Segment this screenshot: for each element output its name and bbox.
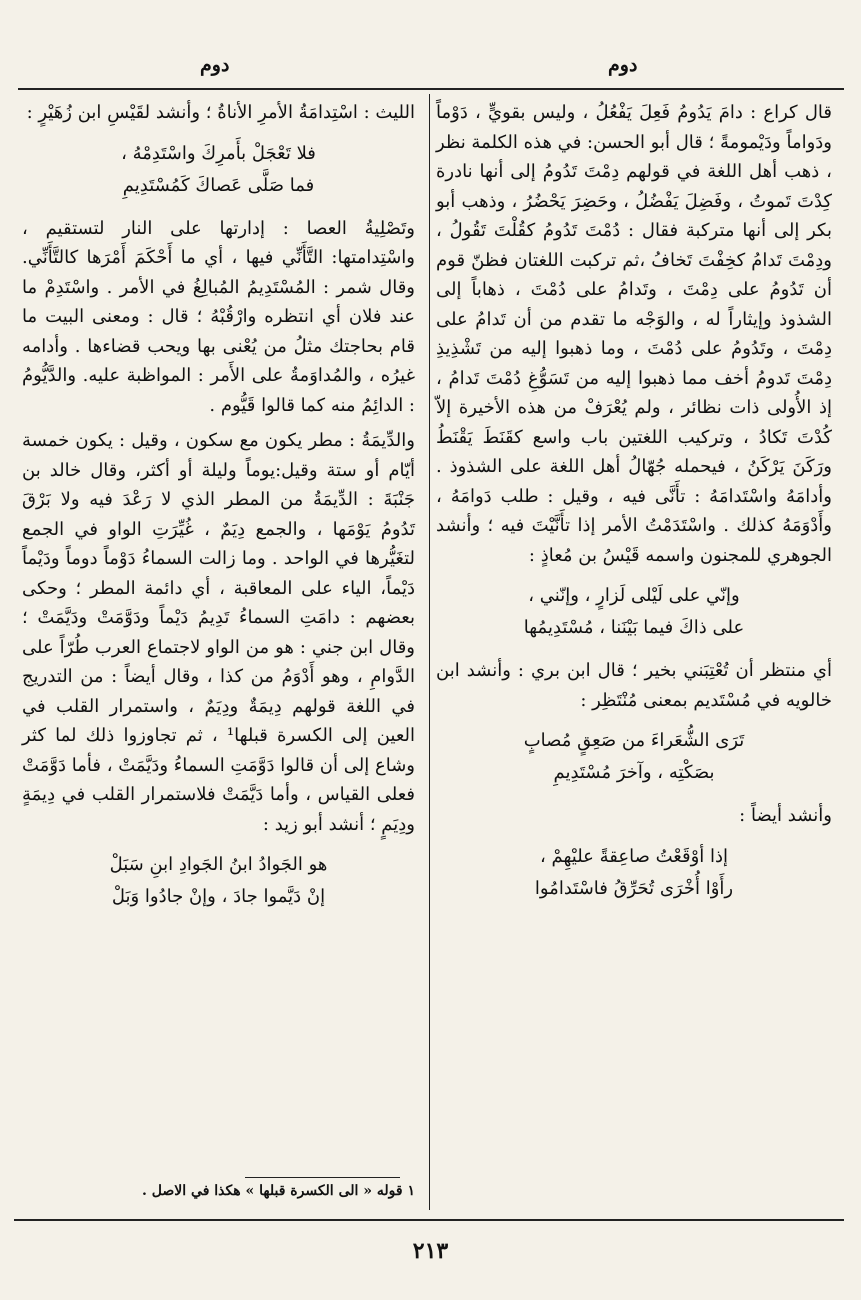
verse-line: إذا أوْقَعْتُ صاعِقةً عليْهِمْ ، <box>539 845 729 867</box>
verse-line: وإنّي على لَيْلى لَزارٍ ، وإنّني ، <box>528 585 740 606</box>
verse-line: هو الجَوادُ ابنُ الجَوادِ ابنِ سَبَلْ <box>109 854 328 875</box>
verse <box>436 725 832 789</box>
paragraph: الليث : اسْتِدامَةُ الأمرِ الأناةُ ؛ وأنشد لقَيْسِ ابن زُهَيْرٍ : <box>26 102 415 123</box>
verse-line: بصَكْتِه ، وآخرَ مُسْتَدِيمِ <box>553 762 715 783</box>
running-header-left: دوم <box>200 54 230 76</box>
verse <box>436 580 832 644</box>
verse-line: رأَوْا أُخْرَى تُحَرِّقُ فاسْتَدامُوا <box>534 877 734 899</box>
verse-line: تَرَى الشُّعَراءَ من صَعِقٍ مُصابٍ <box>523 730 745 751</box>
verse <box>436 841 832 905</box>
page-number: ٢١٣ <box>412 1238 449 1264</box>
top-rule <box>18 88 844 90</box>
paragraph: قال كراع : دامَ يَدُومُ فَعِلَ يَفْعُلُ ، وليس بقويٍّ ، دَوْماً ودَواماً ودَيْمومةً ؛ قال أبو الحسن: في هذه الكلمة نظر ، ذهب أهل اللغة في قولهم دِمْتَ تَدُومُ إلى أنها نادرة كِدْتَ تَموتُ ، وفَضِلَ يَفْضُلُ ، وحَضِرَ يَحْضُرُ ، وذهب أبو بكر إلى أنها متركبة فقال : دُمْتَ تَدُومُ كقُلْتَ تَقُولُ ، ودِمْتَ تَدامُ كخِفْتَ تَخافُ ،ثم تركبت اللغتان فظنّ قوم أن تَدُومُ على دِمْتَ ، وتَدامُ على دُمْتَ ، ذهاباً إلى الشذوذ وإيثاراً له ، والوَجْه ما تقدم من أن تَدامُ على دِمْتَ ، وتَدُومُ على دُمْتَ ، وما ذهبوا إليه من تَشْذِيذِ دِمْتَ تَدومُ أخف مما ذهبوا إليه من تَسَوُّغِ دُمْتَ تَدامُ ، إذ الأُولى ذات نظائر ، ولم يُعْرَفْ من هذه الأخيرة إلاّ كُدْتَ تَكادُ ، وتركيب اللغتين باب واسع كقَنَطَ يَقْنَطُ ورَكَنَ يَرْكَنُ ، فيحمله جُهّالُ أهل اللغة على الشذوذ . وأدامَهُ واسْتَدامَهُ : تأَنَّى فيه ، وقيل : طلب دَوامَهُ ، وأَدْوَمَهُ كذلك . واسْتَدَمْتُ الأمر إذا تأَنَّيْتَ فيه ؛ وأنشد الجوهري للمجنون واسمه قَيْسُ بن مُعاذٍ : <box>436 102 832 566</box>
verse-line: على ذاكَ فيما بَيْنَنا ، مُسْتَدِيمُها <box>523 617 745 638</box>
left-column <box>22 98 415 925</box>
verse <box>22 849 415 913</box>
verse-line: فلا تَعْجَلْ بأَمرِكَ واسْتَدِمْهُ ، <box>121 142 316 164</box>
verse-line: فما صَلَّى عَصاكَ كَمُسْتَدِيمِ <box>122 174 315 196</box>
paragraph: وتَصْلِيةُ العصا : إدارتها على النار لتستقيم ، واسْتِدامتها: التَّأَنِّي فيها ، أي ما أَحْكَمَ أَمْرَها كالتَّأَنِّي. وقال شمر : المُسْتَدِيمُ المُبالِغُ في الأمر . واسْتَدِمْ ما عند فلان أي انتظره وارْقُبْهُ ؛ قال : ومعنى البيت ما قام بحاجتك مثلُ من يُعْنى بها ويحب قضاءها . وأدامه غيرُه ، والمُداوَمةُ على الأَمر : المواظبة عليه. والدَّيُّومُ : الدائِمُ منه كما قالوا قَيُّوم . <box>22 217 415 416</box>
paragraph: أي منتظر أن تُعْتِبَني بخير ؛ قال ابن بري : وأنشد ابن خالويه في مُسْتَديم بمعنى مُنْتَظِر : <box>436 660 832 711</box>
footnote: ١ قوله « الى الكسرة قبلها » هكذا في الاصل . <box>142 1183 415 1199</box>
verse-line: إنْ دَيَّموا جادَ ، وإنْ جادُوا وَبَلْ <box>111 886 326 907</box>
bottom-rule <box>14 1219 844 1221</box>
verse <box>22 138 415 202</box>
paragraph: والدِّيمَةُ : مطر يكون مع سكون ، وقيل : يكون خمسة أيّام أو ستة وقيل:يوماً وليلة أو أكثر، وقال خالد بن جَنْبَةَ : الدِّيمَةُ من المطر الذي لا رَعْدَ فيه ولا بَرْقَ تَدُومُ يَوْمَها ، والجمع دِيَمٌ ، غُيِّرَتِ الواو في الجمع لتغَيُّرها في الواحد . وما زالت السماءُ دَوْماً دوماً ودَيْماً دَيْماً، الياء على المعاقبة ، أي دائمة المطر ؛ وحكى بعضهم : دامَتِ السماءُ تَدِيمُ دَيْماً ودَوَّمَتْ ودَيَّمَتْ ؛ وقال ابن جني : هو من الواو لاجتماع العرب طُرّاً على الدَّوامِ ، وهو أَدْوَمُ من كذا ، وقال أيضاً : من التدريج في اللغة قولهم دِيمَةٌ ودِيَمٌ ، واستمرار القلب في العين إلى الكسرة قبلها¹ ، ثم تجاوزوا ذلك لما كثر وشاع إلى أن قالوا دَوَّمَتِ السماءُ ودَيَّمَتْ ، فأما دَوَّمَتْ فعلى القياس ، وأما دَيَّمَتْ فلاستمرار القلب في دِيمَةٍ ودِيَمٍ ؛ أنشد أبو زيد : <box>22 430 415 835</box>
paragraph: وأنشد أيضاً : <box>739 805 832 826</box>
column-divider <box>429 94 430 1210</box>
running-header-right: دوم <box>608 54 638 76</box>
footnote-rule <box>245 1177 400 1178</box>
right-column <box>436 98 832 917</box>
